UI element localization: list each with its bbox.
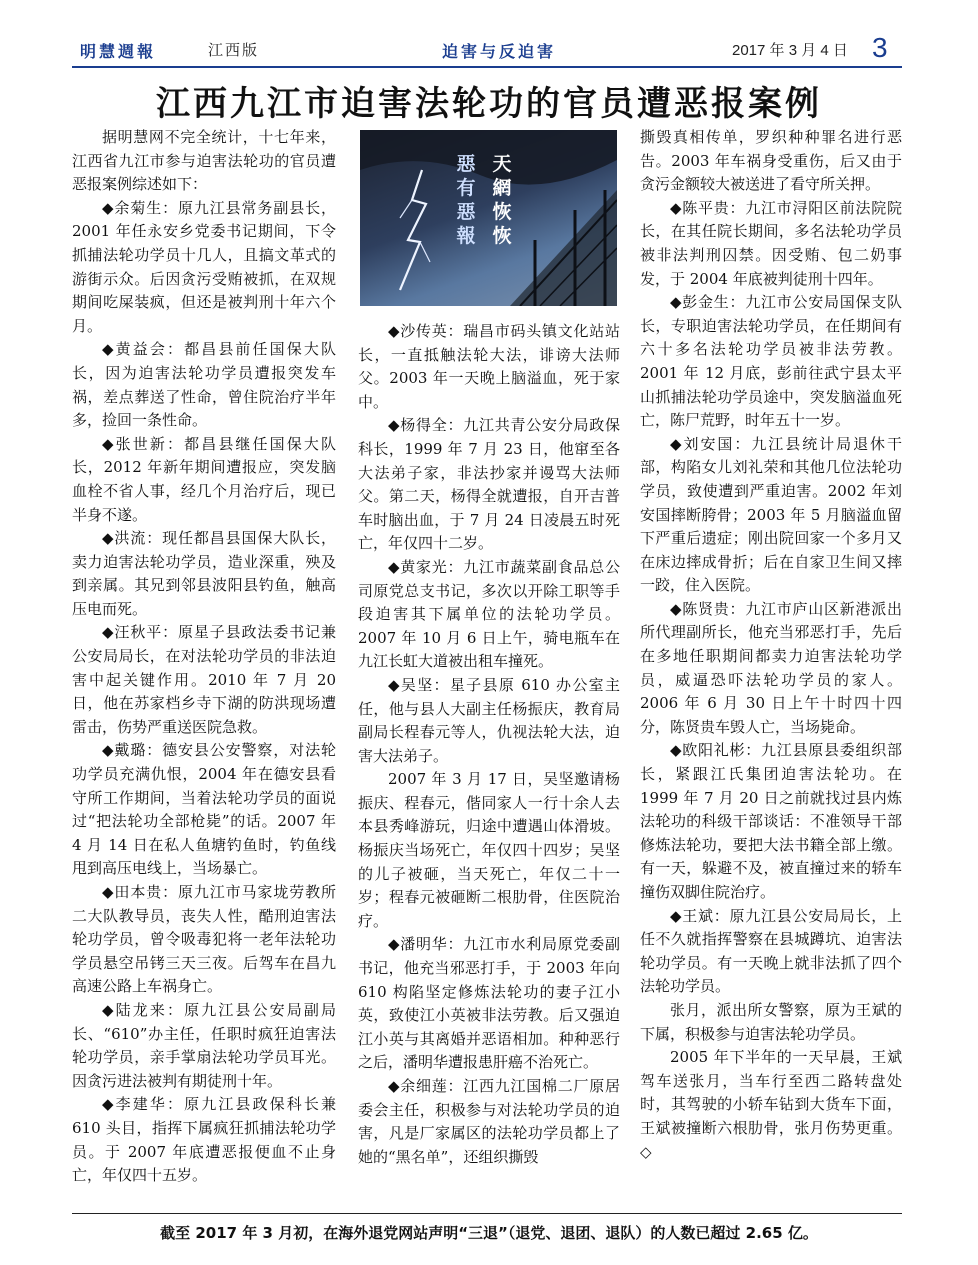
paragraph: ◆余菊生：原九江县常务副县长，2001 年任永安乡党委书记期间，下令抓捕法轮功学员十几人，且搞文革式的游街示众。后因贪污受贿被抓，在双规期间吃屎装疯，但还是被判刑十年六个月。 [72,198,336,335]
footer-notice: 截至 2017 年 3 月初，在海外退党网站声明“三退”（退党、退团、退队）的人数已超过 2.65 亿。 [160,1224,818,1242]
issue-date: 2017 年 3 月 4 日 [732,42,848,59]
paragraph: 2007 年 3 月 17 日，吴坚邀请杨振庆、程春元，偕同家人一行十余人去本县秀峰游玩，归途中遭遇山体滑坡。杨振庆当场死亡，年仅四十四岁；吴坚的儿子被砸，当天死亡，年仅二十一岁；程春元被砸断二根肋骨，住医院治疗。 [358,770,620,930]
image-text-right: 惡有惡報 [456,153,476,247]
page-number: 3 [872,32,888,63]
paragraph: ◆陈贤贵：九江市庐山区新港派出所代理副所长，他充当邪恶打手，先后在多地任职期间都卖力迫害法轮功学员，威逼恐吓法轮功学员的家人。2006 年 6 月 30 日上午十时四十四分，陈贤贵车毁人亡，当场毙命。 [640,599,902,736]
paragraph: ◆潘明华：九江市水利局原党委副书记，他充当邪恶打手，于 2003 年向 610 构陷坚定修炼法轮功的妻子江小英，致使江小英被非法劳教。后又强迫江小英与其离婚并恶语相加。种种恶行之后，潘明华遭报患肝癌不治死亡。 [358,935,620,1072]
paragraph: ◆黄益会：都昌县前任国保大队长，因为迫害法轮功学员遭报突发车祸，差点葬送了性命，曾住院治疗半年多，捡回一条性命。 [72,340,336,430]
image-text-left: 天網恢恢 [492,153,512,247]
paragraph: ◆陈平贵：九江市浔阳区前法院院长，在其任院长期间，多名法轮功学员被非法判刑囚禁。因受贿、包二奶事发，于 2004 年底被判徒刑十四年。 [640,198,902,288]
page-header [72,30,902,66]
article-title: 江西九江市迫害法轮功的官员遭恶报案例 [156,84,822,124]
article-column-2 [358,320,620,1169]
paragraph: ◆吴坚：星子县原 610 办公室主任，他与县人大副主任杨振庆，教育局副局长程春元等人，仇视法轮大法，迫害大法弟子。 [358,675,620,765]
paragraph: 据明慧网不完全统计，十七年来，江西省九江市参与迫害法轮功的官员遭恶报案例综述如下： [72,128,336,194]
paragraph: 张月，派出所女警察，原为王斌的下属，积极参与迫害法轮功学员。 [640,1000,902,1043]
paragraph: ◆洪流：现任都昌县国保大队长，卖力迫害法轮功学员，造业深重，殃及到亲属。其兄到邻县波阳县钓鱼，触高压电而死。 [72,529,336,618]
masthead-logo: 明慧週報 [80,42,157,61]
header-divider [72,66,902,68]
paragraph: ◆杨得全：九江共青公安分局政保科长，1999 年 7 月 23 日，他窜至各大法弟子家，非法抄家并谩骂大法师父。第二天，杨得全就遭报，自开吉普车时脑出血，于 7 月 24 日凌晨五时死亡，年仅四十二岁。 [358,416,620,553]
paragraph: ◆黄家光：九江市蔬菜副食品总公司原党总支书记，多次以开除工职等手段迫害其下属单位的法轮功学员。2007 年 10 月 6 日上午，骑电瓶车在九江长虹大道被出租车撞死。 [358,557,620,671]
paragraph: ◆戴璐：德安县公安警察，对法轮功学员充满仇恨，2004 年在德安县看守所工作期间，当着法轮功学员的面说过“把法轮功全部枪毙”的话。2007 年 4 月 14 日在私人鱼塘钓鱼时，钓鱼线甩到高压电线上，当场暴亡。 [72,741,336,878]
article-column-3 [640,126,902,1164]
paragraph: ◆沙传英：瑞昌市码头镇文化站站长，一直抵触法轮大法，诽谤大法师父。2003 年一天晚上脑溢血，死于家中。 [358,322,620,411]
paragraph: ◆田本贵：原九江市马家垅劳教所二大队教导员，丧失人性，酷刑迫害法轮功学员，曾令吸毒犯将一老年法轮功学员悬空吊铐三天三夜。后驾车在昌九高速公路上车祸身亡。 [72,883,336,996]
paragraph: 2005 年下半年的一天早晨，王斌驾车送张月，当车行至西二路转盘处时，其驾驶的小轿车钻到大货车下面，王斌被撞断六根肋骨，张月伤势更重。◇ [640,1048,902,1161]
paragraph: ◆刘安国：九江县统计局退休干部，构陷女儿刘礼荣和其他几位法轮功学员，致使遭到严重迫害。2002 年刘安国摔断胯骨；2003 年 5 月脑溢血留下严重后遗症；刚出院回家一个多月又在床边摔成骨折；后在自家卫生间又摔一跤，住入医院。 [640,434,902,595]
paragraph: ◆彭金生：九江市公安局国保支队长，专职迫害法轮功学员，在任期间有六十多名法轮功学员被非法劳教。2001 年 12 月底，彭前往武宁县太平山抓捕法轮功学员途中，突发脑溢血死亡，陈尸荒野，时年五十一岁。 [640,293,902,430]
section-title: 迫害与反迫害 [442,42,557,61]
paragraph: ◆余细莲：江西九江国棉二厂原居委会主任，积极参与对法轮功学员的迫害，凡是厂家属区的法轮功学员都上了她的“黑名单”，还组织撕毁 [358,1077,620,1166]
paragraph: 撕毁真相传单，罗织种种罪名进行恶告。2003 年车祸身受重伤，后又由于贪污金额较大被送进了看守所关押。 [640,128,902,194]
edition-label: 江西版 [208,41,260,59]
paragraph: ◆张世新：都昌县继任国保大队长，2012 年新年期间遭报应，突发脑血栓不省人事，经几个月治疗后，现已半身不遂。 [72,434,336,524]
paragraph: ◆陆龙来：原九江县公安局副局长、“610”办主任，任职时疯狂迫害法轮功学员，亲手掌扇法轮功学员耳光。因贪污进法被判有期徒刑十年。 [72,1000,336,1090]
paragraph: ◆汪秋平：原星子县政法委书记兼公安局局长，在对法轮功学员的非法迫害中起关键作用。2010 年 7 月 20 日，他在苏家档乡寺下湖的防洪现场遭雷击，伤势严重送医院急救。 [72,623,336,736]
paragraph: ◆李建华：原九江县政保科长兼 610 头目，指挥下属疯狂抓捕法轮功学员。于 2007 年底遭恶报便血不止身亡，年仅四十五岁。 [72,1095,336,1185]
article-column-1 [72,126,336,1188]
storm-illustration [360,130,617,306]
paragraph: ◆王斌：原九江县公安局局长，上任不久就指挥警察在县城蹲坑、迫害法轮功学员。有一天晚上就非法抓了四个法轮功学员。 [640,906,902,996]
footer-divider [72,1213,902,1214]
lightning-prison-image [360,130,617,306]
paragraph: ◆欧阳礼彬：九江县原县委组织部长，紧跟江氏集团迫害法轮功。在 1999 年 7 月 20 日之前就找过县内炼法轮功的科级干部谈话：不准领导干部修炼法轮功，要把大法书籍全部上缴。有一天，躲避不及，被直撞过来的轿车撞伤双脚住院治疗。 [640,741,902,901]
